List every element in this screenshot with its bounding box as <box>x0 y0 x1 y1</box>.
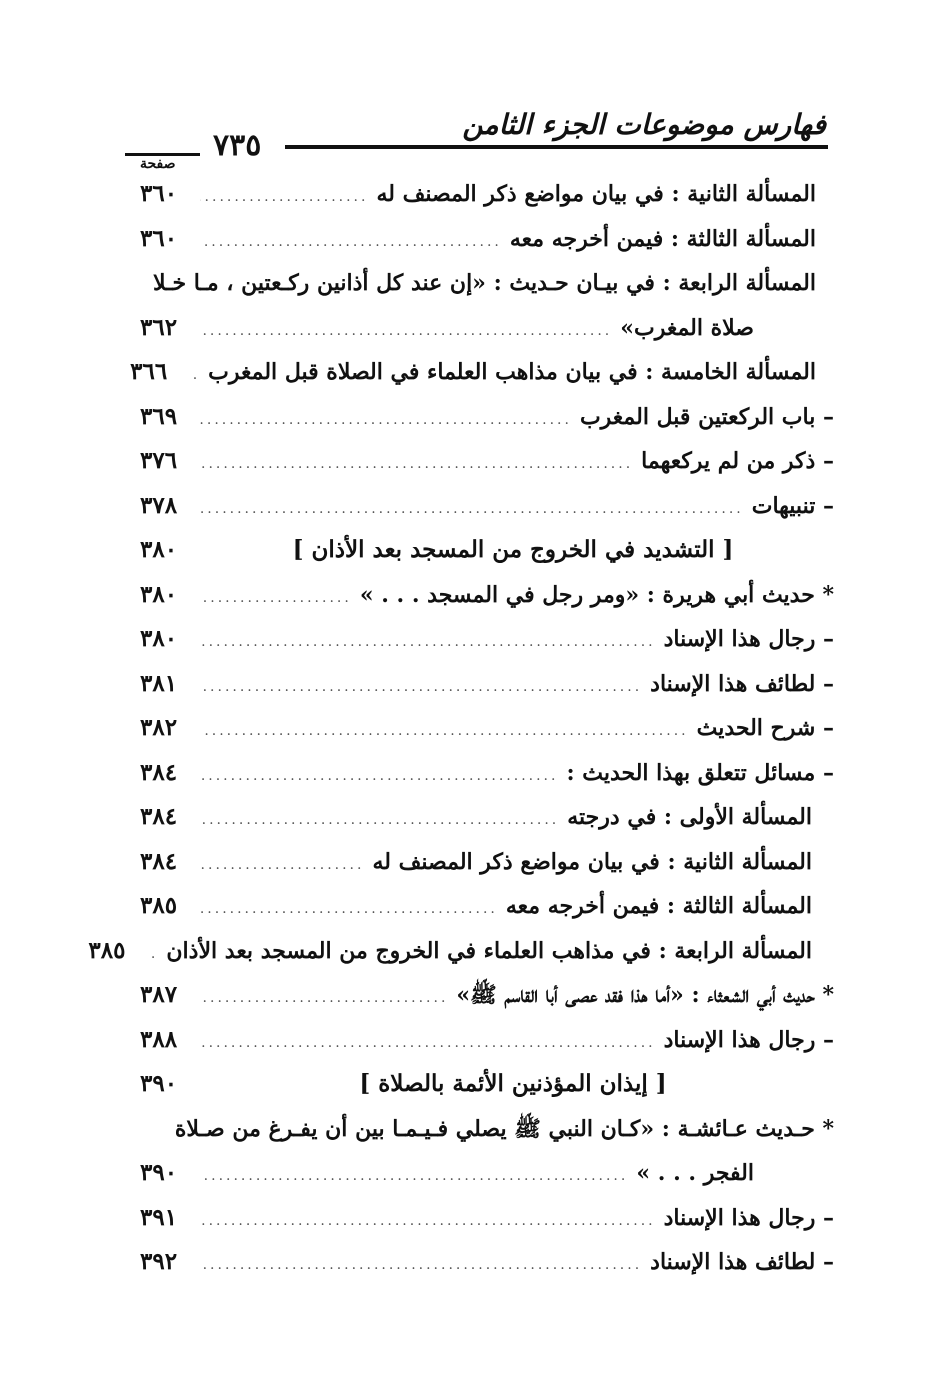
entry-page: ٣٦٠ <box>140 180 178 207</box>
toc-entry <box>140 1151 834 1196</box>
dot-leader <box>200 843 364 888</box>
toc-entry <box>140 484 834 529</box>
entry-title: * حديث أبي الشعثاء : «أما هذا فقد عصى أبا القاسم ﷺ» <box>456 982 834 1008</box>
entry-page: ٣٦٠ <box>140 224 178 252</box>
entry-page: ٣٨٥ <box>88 936 126 964</box>
entry-title: المسألة الخامسة : في بيان مذاهب العلماء في الصلاة قبل المغرب <box>208 359 816 385</box>
entry-title: المسألة الثانية : في بيان مواضع ذكر المصنف له <box>372 848 812 875</box>
entry-page: ٣٦٦ <box>130 358 168 385</box>
dot-leader <box>200 442 633 487</box>
entry-title: – رجال هذا الإسناد <box>663 1026 834 1053</box>
entry-page: ٣٨٤ <box>140 803 178 830</box>
dot-leader <box>200 798 559 843</box>
dot-leader <box>200 1021 656 1066</box>
entry-title: المسألة الرابعة : في مذاهب العلماء في الخروج من المسجد بعد الأذان <box>166 937 812 964</box>
dot-leader <box>200 665 642 710</box>
header-rule <box>285 145 828 149</box>
dot-leader <box>200 175 368 220</box>
entry-page: ٣٨٠ <box>140 536 178 563</box>
entry-page: ٣٦٢ <box>140 313 178 341</box>
toc-entry <box>140 1018 834 1063</box>
dot-leader <box>148 932 158 977</box>
entry-title: – لطائف هذا الإسناد <box>650 1249 834 1275</box>
toc-entry <box>140 884 834 929</box>
dot-leader <box>200 398 572 443</box>
entry-page: ٣٨٢ <box>140 714 178 741</box>
entry-page: ٣٨٠ <box>140 580 178 608</box>
toc-entry <box>140 706 834 751</box>
entry-page: ٣٨٨ <box>140 1025 178 1053</box>
entry-title: – باب الركعتين قبل المغرب <box>579 403 834 430</box>
toc-section-heading <box>140 1062 834 1107</box>
toc-entry <box>140 439 834 484</box>
toc-entry <box>140 261 834 306</box>
entry-title: – مسائل تتعلق بهذا الحديث : <box>566 759 834 786</box>
entry-title: – شرح الحديث <box>696 715 834 741</box>
entry-page: ٣٨٤ <box>140 847 178 875</box>
dot-leader <box>190 353 200 398</box>
dot-leader <box>200 1243 642 1288</box>
entry-title: – تنبيهات <box>751 492 834 519</box>
entry-title: المسألة الثانية : في بيان مواضع ذكر المصنف له <box>376 181 816 207</box>
dot-leader <box>200 220 502 265</box>
dot-leader <box>200 976 448 1021</box>
toc-entries <box>88 172 834 1285</box>
entry-page: ٣٨٤ <box>140 758 178 786</box>
entry-title: صلاة المغرب» <box>620 314 754 341</box>
entry-page: ٣٨١ <box>140 669 178 697</box>
running-header-title: فهارس موضوعات الجزء الثامن <box>462 108 826 141</box>
entry-title: – لطائف هذا الإسناد <box>650 670 834 697</box>
toc-entry <box>140 795 834 840</box>
dot-leader <box>200 309 612 354</box>
toc-entry <box>130 350 834 395</box>
entry-page: ٣٩٢ <box>140 1248 178 1275</box>
entry-title: – رجال هذا الإسناد <box>663 626 834 652</box>
entry-title: * حديث أبي هريرة : «ومر رجل في المسجد . . . » <box>359 581 834 608</box>
entry-title: الفجر . . . » <box>636 1160 754 1186</box>
entry-title: المسألة الأولى : في درجته <box>567 804 812 830</box>
toc-section-heading <box>140 528 834 573</box>
dot-leader <box>200 487 744 532</box>
dot-leader <box>200 1154 628 1199</box>
dot-leader <box>200 576 352 621</box>
entry-page: ٣٦٩ <box>140 402 178 430</box>
dot-leader <box>200 887 498 932</box>
dot-leader <box>200 754 558 799</box>
toc-entry <box>140 306 834 351</box>
dot-leader <box>200 620 656 665</box>
entry-title: المسألة الرابعة : في بيـان حـديث : «إن عند كل أذانين ركـعتين ، مـا خـلا <box>152 270 816 296</box>
entry-page: ٣٩١ <box>140 1203 178 1231</box>
entry-page: ٣٧٨ <box>140 491 178 519</box>
section-heading-title: [ التشديد في الخروج من المسجد بعد الأذان ] <box>292 536 734 563</box>
toc-entry <box>140 1240 834 1285</box>
entry-page: ٣٨٥ <box>140 892 178 919</box>
toc-entry <box>140 573 834 618</box>
entry-page: ٣٩٠ <box>140 1070 178 1097</box>
entry-title: المسألة الثالثة : فيمن أخرجه معه <box>505 893 812 919</box>
toc-entry <box>140 751 834 796</box>
entry-title: – رجال هذا الإسناد <box>663 1204 834 1231</box>
section-heading-title: [ إيذان المؤذنين الأئمة بالصلاة ] <box>359 1070 667 1097</box>
toc-entry <box>140 973 834 1018</box>
toc-entry <box>140 840 834 885</box>
toc-entry <box>140 617 834 662</box>
toc-entry <box>88 929 834 974</box>
toc-entry <box>140 1107 834 1152</box>
entry-title: – ذكر من لم يركعهما <box>641 448 834 474</box>
dot-leader <box>200 1199 656 1244</box>
toc-entry <box>140 217 834 262</box>
entry-title: المسألة الثالثة : فيمن أخرجه معه <box>509 225 816 252</box>
entry-page: ٣٧٦ <box>140 447 178 474</box>
page-column-label: صفحة <box>140 156 176 172</box>
page-number: ٧٣٥ <box>213 128 262 163</box>
toc-entry <box>140 172 834 217</box>
entry-page: ٣٨٠ <box>140 625 178 652</box>
toc-entry <box>140 395 834 440</box>
toc-entry <box>140 1196 834 1241</box>
entry-title: * حـديث عـائشـة : «كـان النبي ﷺ يصلي فـيـمـا بين أن يفـرغ من صـلاة <box>174 1115 834 1142</box>
entry-page: ٣٨٧ <box>140 981 178 1008</box>
entry-page: ٣٩٠ <box>140 1159 178 1186</box>
dot-leader <box>200 709 689 754</box>
toc-entry <box>140 662 834 707</box>
